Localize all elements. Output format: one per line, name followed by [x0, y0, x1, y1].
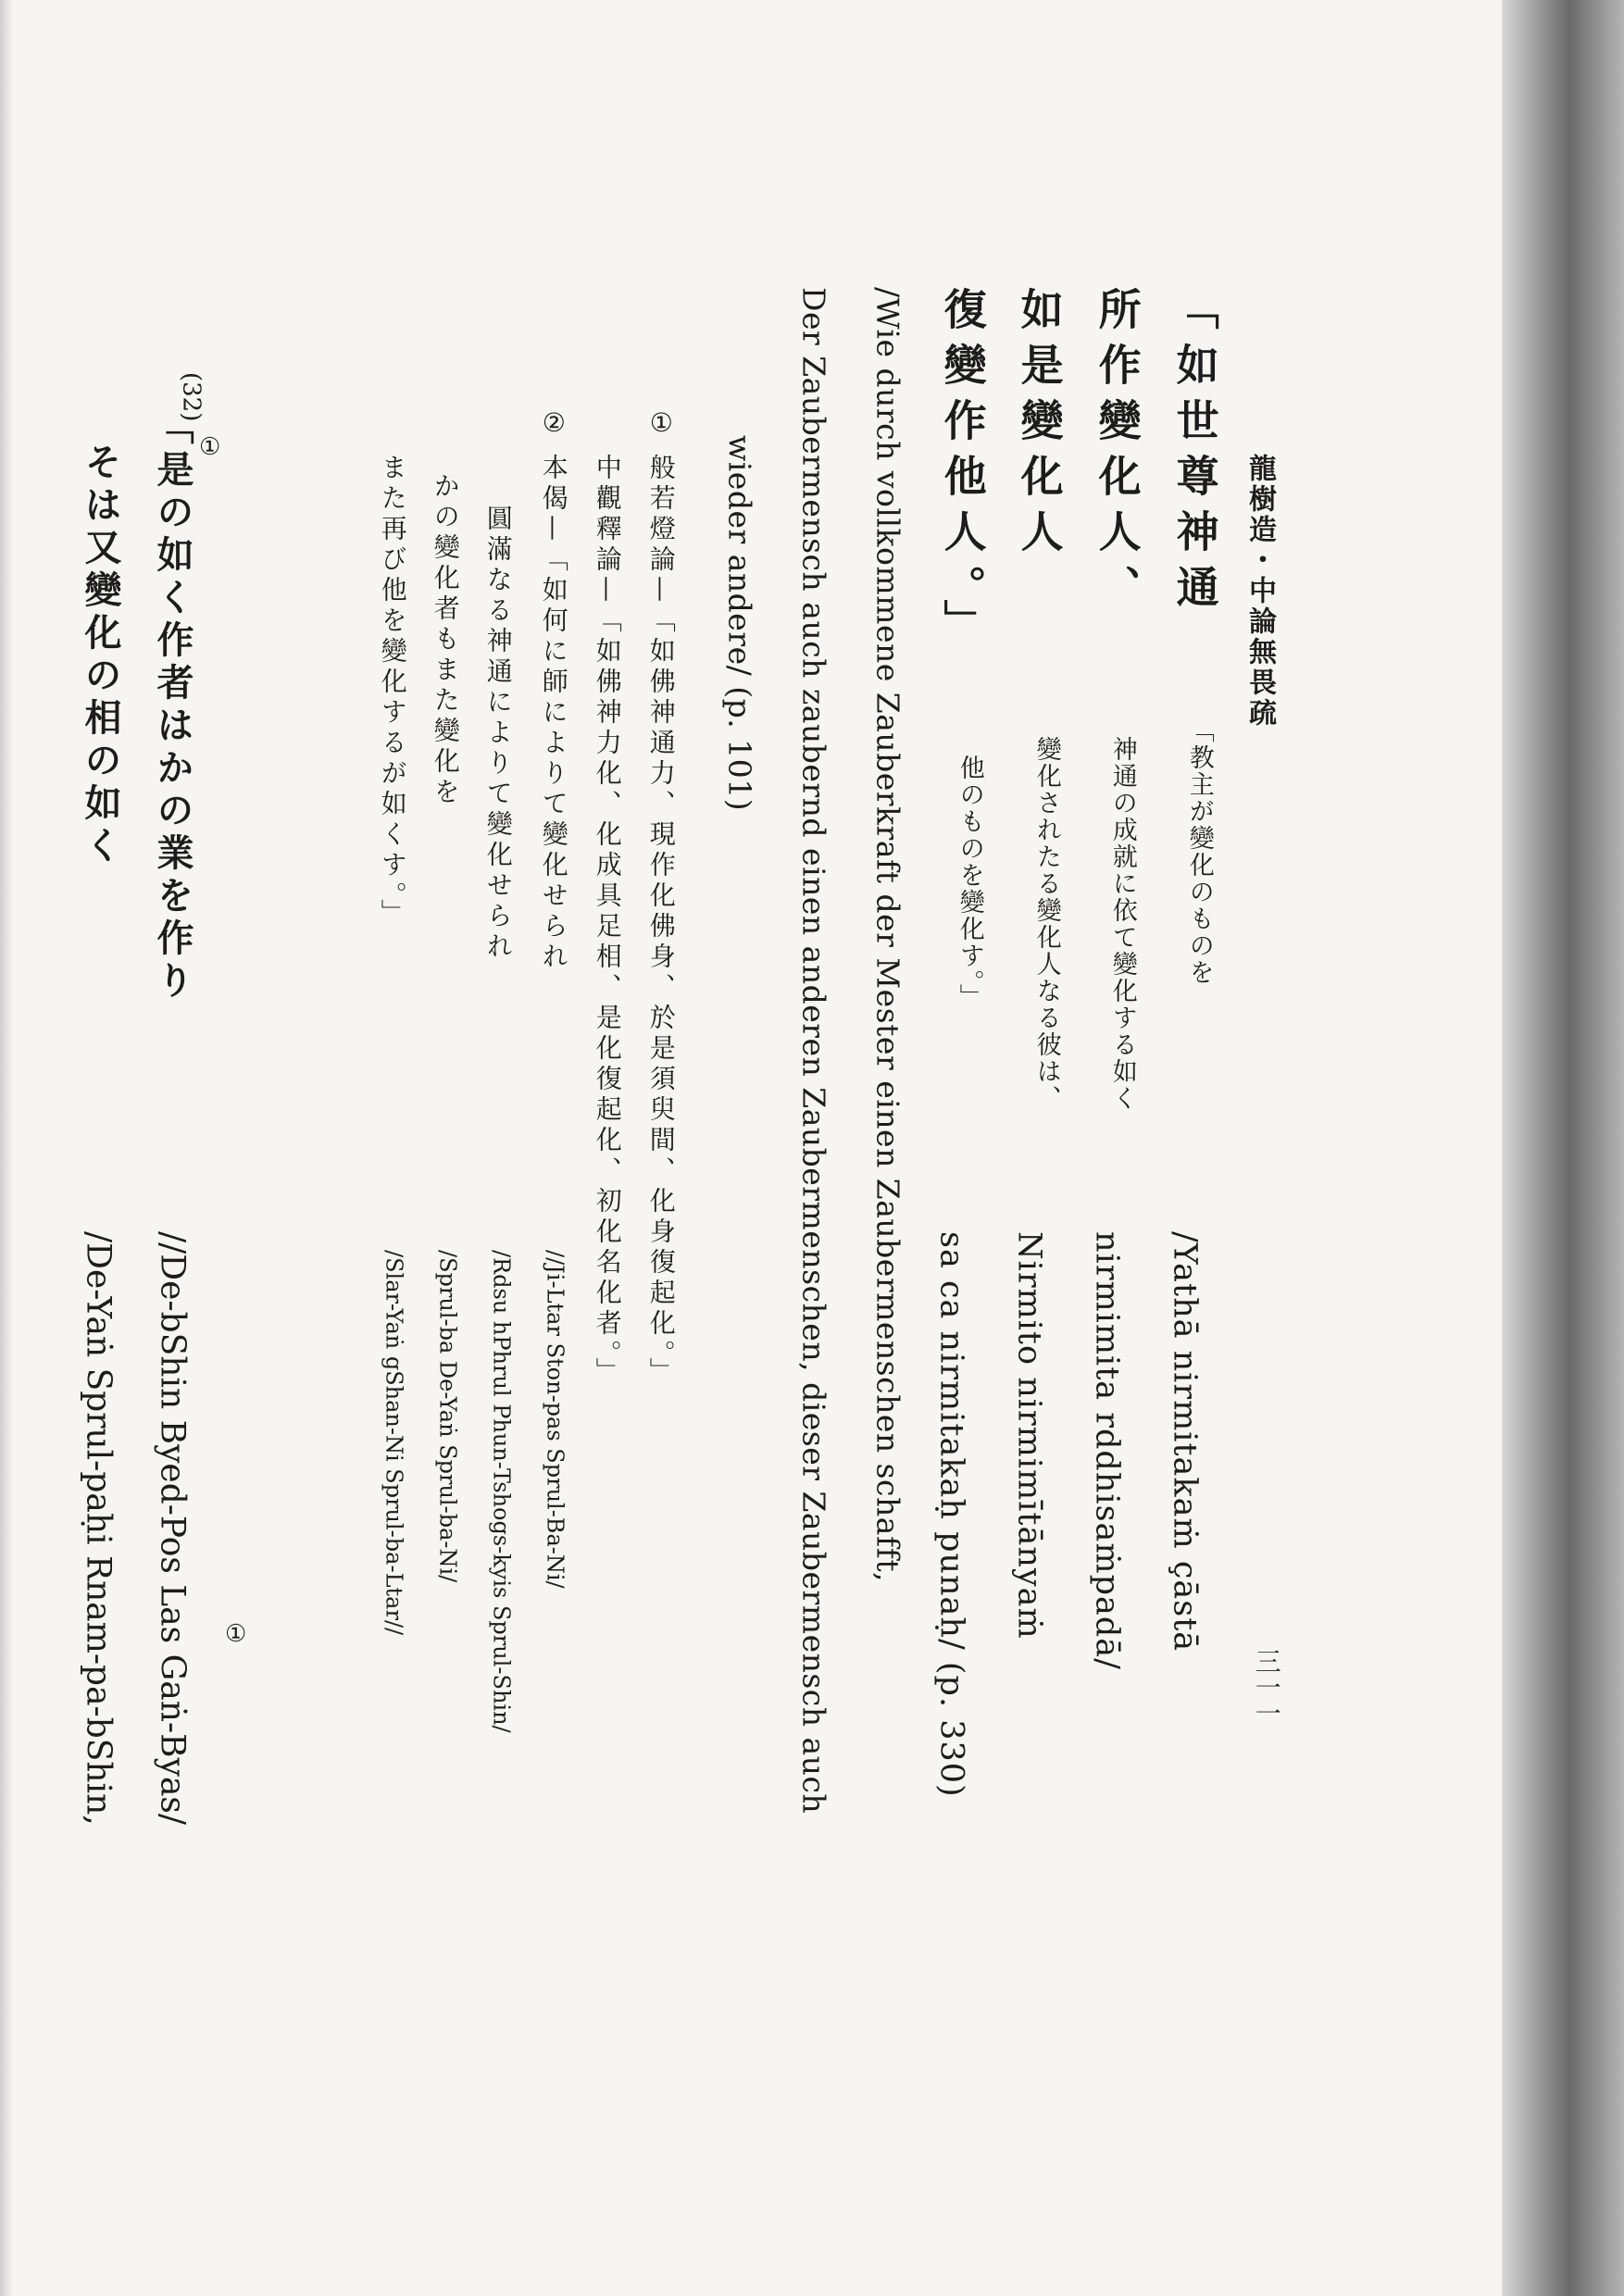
verse-sanskrit-line-2: nirmimita rddhisaṁpadā/	[1088, 1231, 1126, 1670]
verse-japanese-line-2: 神通の成就に依て變化する如く	[1107, 736, 1137, 1112]
commentary-prajnapradipa: 般若燈論—「如佛神通力、現作化佛身、於是須臾間、化身復起化。」	[645, 454, 677, 1388]
verse-sanskrit-line-4: sa ca nirmitakaḥ punaḥ/ (p. 330)	[932, 1231, 970, 1798]
page-edge-left	[0, 0, 13, 2296]
footnote-marker-2: ②	[538, 407, 569, 443]
commentary-tibetan-line-2: /Rdsu hPhrul Phun-Tshogs-kyis Sprul-Shin/	[488, 1250, 515, 1733]
verse32-footnote-marker: ①	[195, 433, 224, 461]
german-line-2: Der Zaubermensch auch zaubernd einen anderen Zaubermenschen, dieser Zaubermensch auch	[795, 287, 832, 1815]
commentary-madhyamaka: 中觀釋論—「如佛神力化、化成具足相、是化復起化、初化名化者。」	[592, 454, 623, 1388]
verse-number: (32)	[177, 372, 206, 422]
verse-kanbun-line-3: 如是變化人	[1014, 287, 1065, 565]
commentary-japanese-line-3: また再び他を變化するが如くす。」	[377, 454, 408, 930]
verse-japanese-line-1: 「教主が變化のものを	[1184, 718, 1214, 986]
verse-kanbun-line-4: 復變作他人。」	[937, 287, 988, 655]
commentary-tibetan-line-3: /Sprul-ba De-Yaṅ Sprul-ba-Ni/	[434, 1250, 461, 1583]
page-number: 三一一	[1251, 1648, 1282, 1726]
verse-japanese-line-3: 變化されたる變化人なる彼は、	[1031, 736, 1061, 1112]
verse32-tibetan-footnote-marker: ①	[221, 1620, 250, 1648]
verse-japanese-line-4: 他のものを變化す。」	[955, 755, 984, 1011]
running-title: 龍樹造・中論無畏疏	[1243, 454, 1276, 729]
verse-sanskrit-line-1: /Yathā nirmitakaṁ çāstā	[1166, 1231, 1204, 1653]
german-line-1: /Wie durch vollkommene Zauberkraft der Mester einen Zaubermenschen schafft,	[869, 287, 906, 1583]
german-line-3: wieder andere/ (p. 101)	[721, 435, 758, 812]
verse32-tibetan-line-1: //De-bShin Byed-Pos Las Gaṅ-Byas/	[153, 1231, 192, 1826]
verse-kanbun-line-2: 所作變化人、	[1092, 287, 1143, 620]
verse32-japanese-line-2: そは又變化の相の如く	[79, 443, 122, 868]
commentary-japanese-line-1: 圓滿なる神通によりて變化せられ	[482, 505, 514, 963]
page-edge-shadow	[1502, 0, 1624, 2296]
commentary-tibetan-line-1: //Ji-Ltar Ston-pas Sprul-Ba-Ni/	[542, 1250, 568, 1589]
commentary-root-verse: 本偈—「如何に師によりて變化せられ	[538, 454, 569, 973]
verse-kanbun-line-1: 「如世尊神通	[1169, 287, 1220, 620]
verse-sanskrit-line-3: Nirmito nirmimītānyaṁ	[1010, 1231, 1048, 1640]
footnote-marker-1: ①	[645, 407, 677, 443]
commentary-japanese-line-2: かの變化者もまた變化を	[430, 472, 461, 808]
verse32-japanese-line-1: 「是の如く作者はかの業を作り	[151, 407, 194, 1004]
commentary-tibetan-line-4: /Slar-Yaṅ gShan-Ni Sprul-ba-Ltar//	[381, 1250, 407, 1636]
verse32-tibetan-line-2: /De-Yaṅ Sprul-paḥi Rnam-pa-bShin,	[79, 1231, 118, 1826]
